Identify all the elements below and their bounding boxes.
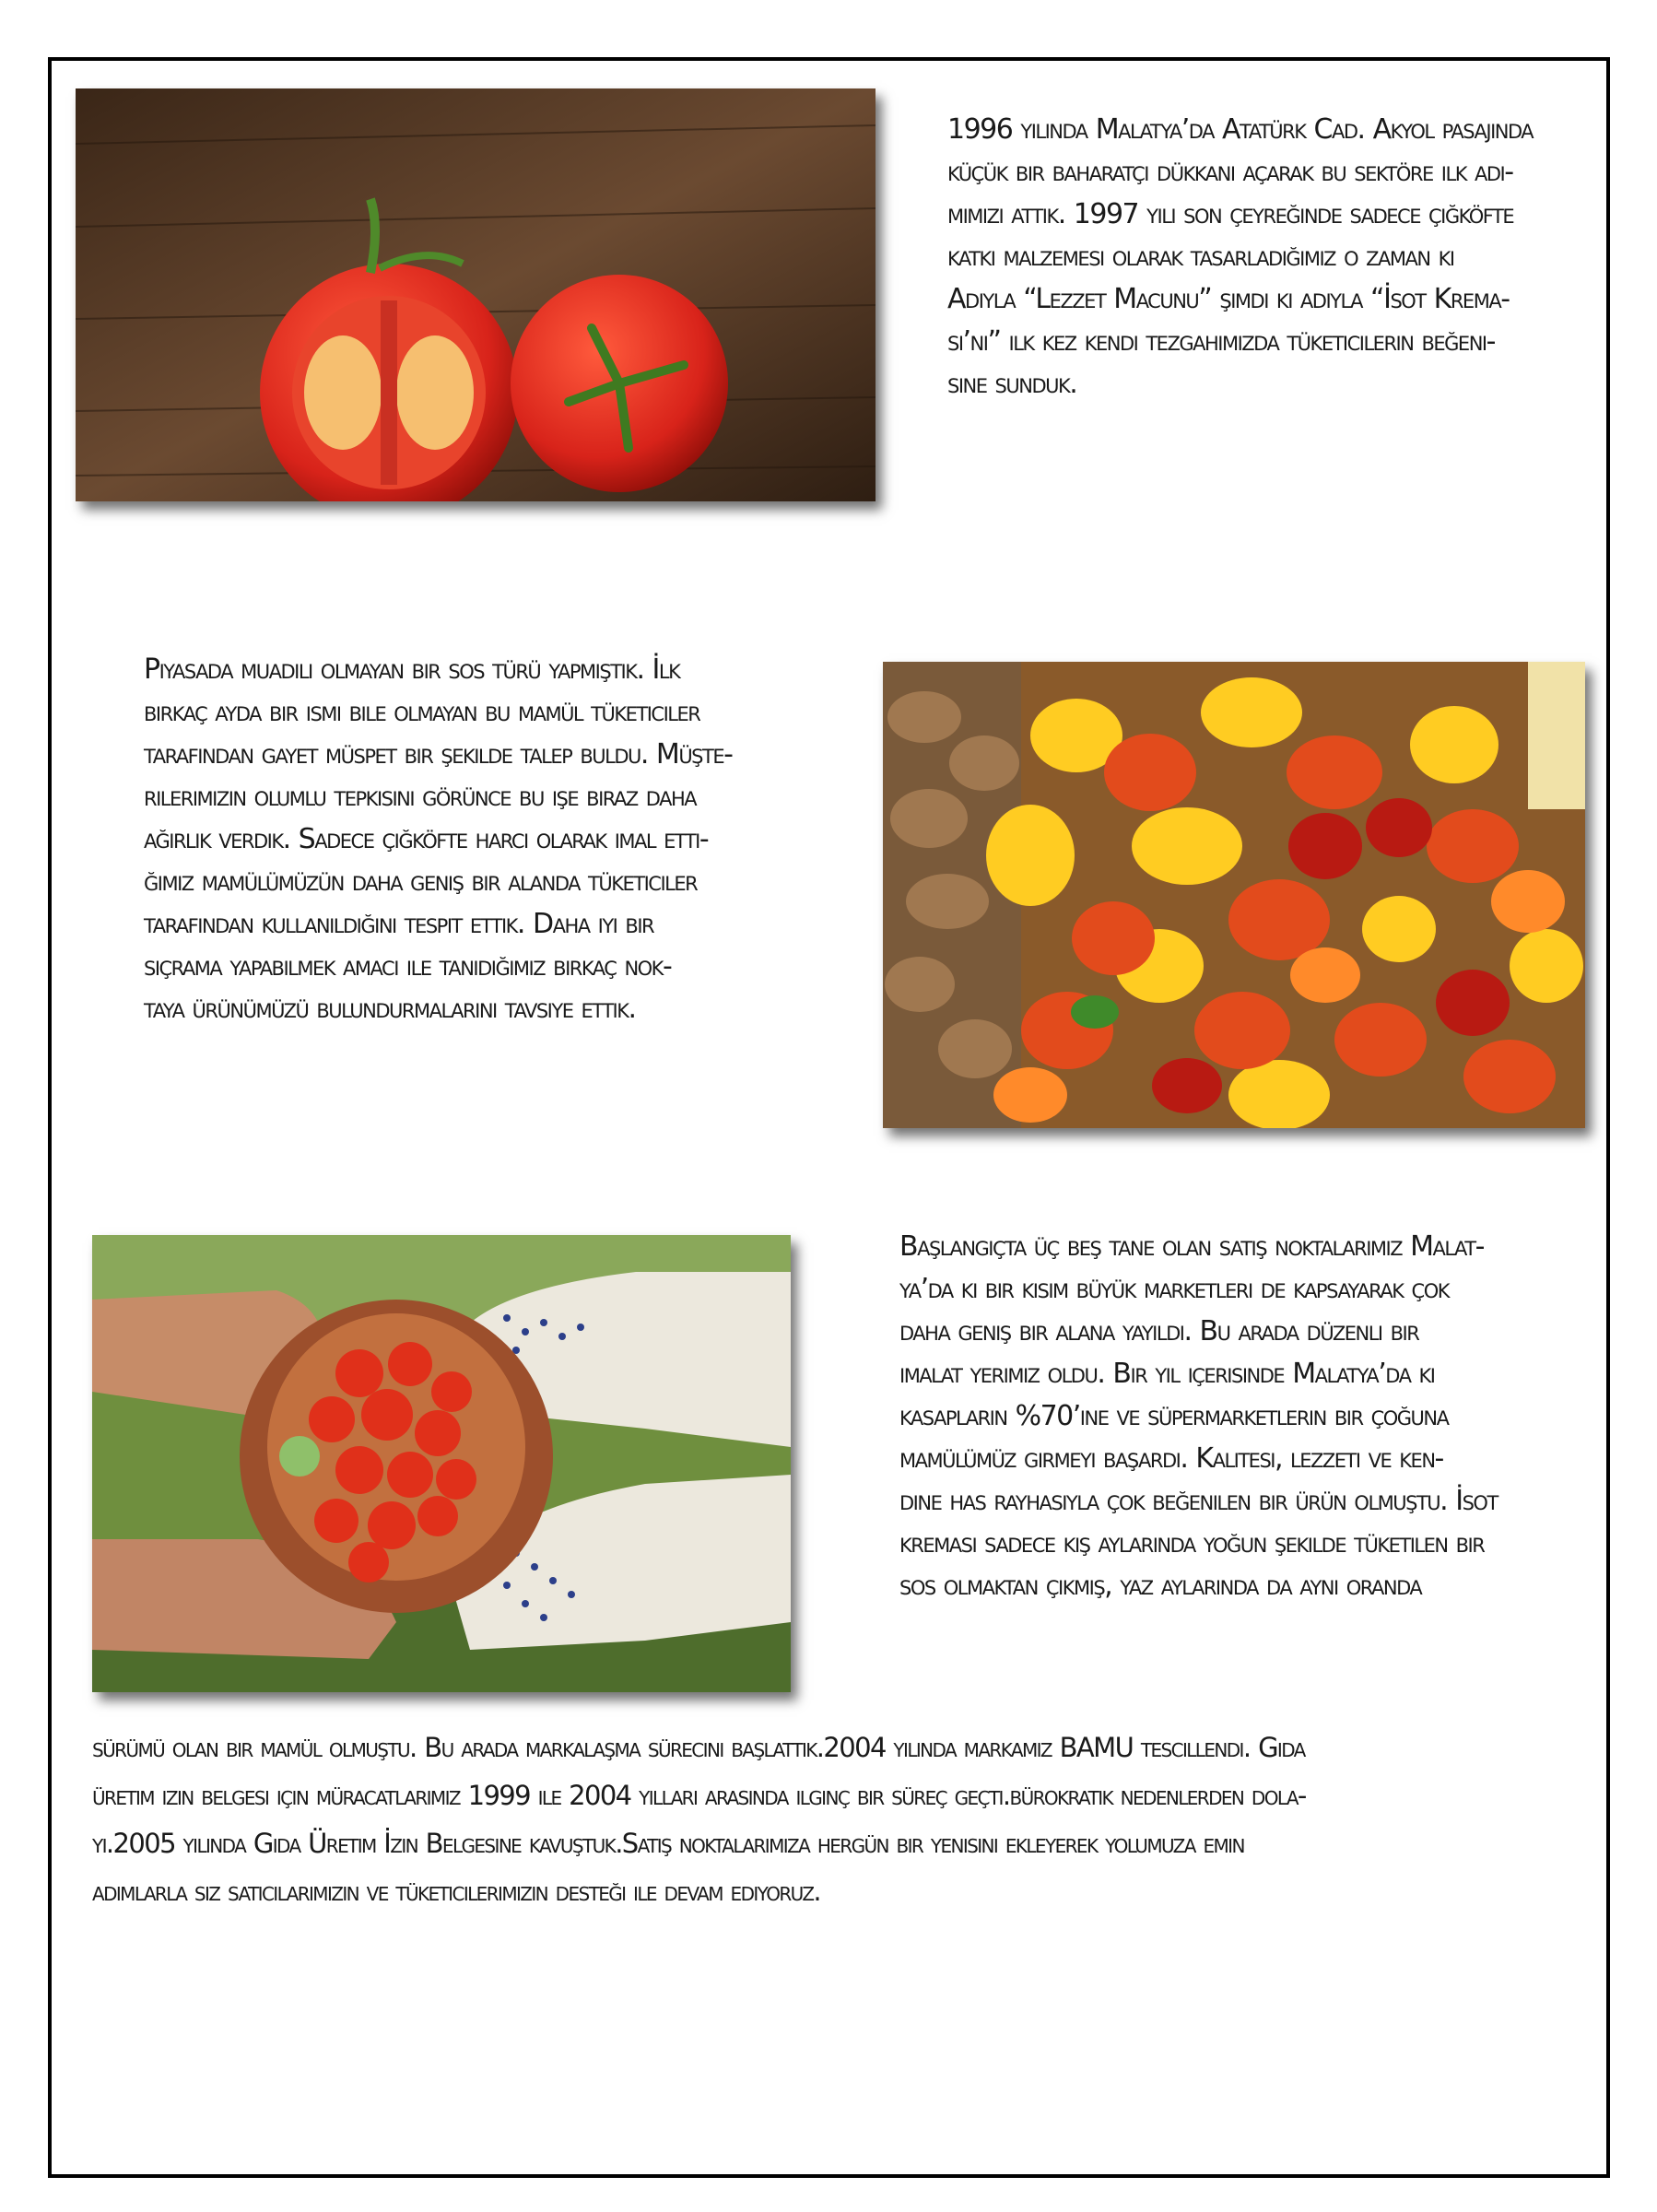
bowl-of-cherry-tomatoes-photo: [92, 1235, 791, 1692]
text-line: birkaç ayda bir ismi bile olmayan bu mamül tüketiciler: [144, 696, 700, 728]
text-line: Adıyla “Lezzet Macunu” şimdi ki adıyla “İsot Krema-: [947, 283, 1510, 315]
text-line: ağırlık verdik. Sadece çiğköfte harcı olarak imal etti-: [144, 823, 709, 855]
closing-paragraph: [92, 1724, 1306, 1915]
text-line: ya’da ki bir kısım büyük marketleri de kapsayarak çok: [899, 1273, 1449, 1305]
text-line: Piyasada muadili olmayan bir sos türü yapmıştık. İlk: [144, 653, 680, 686]
text-line: üretim izin belgesi için müracatlarımız 1999 ile 2004 yılları arasında ılgınç bir süreç geçti.bürokratik nedenlerden dola-: [92, 1780, 1306, 1811]
text-line: mımızı attık. 1997 yılı son çeyreğinde sadece çiğköfte: [947, 198, 1514, 230]
text-line: sine sunduk.: [947, 368, 1077, 400]
text-line: taya ürünümüzü bulundurmalarını tavsiye ettik.: [144, 993, 636, 1025]
peppers-market-photo: [883, 662, 1585, 1128]
text-line: tarafından gayet müspet bir şekilde talep buldu. Müşte-: [144, 738, 733, 771]
text-line: dine has rayhasıyla çok beğenilen bir ürün olmuştu. İsot: [899, 1485, 1498, 1517]
text-line: yı.2005 yılında Gıda Üretim İzin Belgesine kavuştuk.Satış noktalarımıza hergün bir yenisini ekleyerek yolumuza emin: [92, 1828, 1244, 1859]
text-line: sürümü olan bir mamül olmuştu. Bu arada markalaşma sürecini başlattık.2004 yılında markamız BAMU tescillendi. Gıda: [92, 1732, 1305, 1763]
text-line: rilerimizin olumlu tepkisini görünce bu işe biraz daha: [144, 781, 697, 813]
text-line: ğimiz mamülümüzün daha geniş bir alanda tüketiciler: [144, 865, 698, 898]
tomatoes-on-wood-photo: [76, 88, 876, 501]
text-line: mamülümüz girmeyi başardı. Kalitesi, lezzeti ve ken-: [899, 1442, 1443, 1475]
text-line: adımlarla siz satıcılarımızın ve tüketicilerimizin desteği ile devam ediyoruz.: [92, 1876, 821, 1907]
text-line: kasapların %70’ine ve süpermarketlerin bir çoğuna: [899, 1400, 1449, 1432]
text-line: 1996 yılında Malatya’da Atatürk Cad. Akyol pasajında: [947, 113, 1534, 146]
text-line: daha geniş bir alana yayıldı. Bu arada düzenli bir: [899, 1315, 1419, 1347]
growth-paragraph: [899, 1226, 1498, 1607]
intro-paragraph: [947, 109, 1533, 406]
text-line: tarafından kullanıldığını tespit ettik. Daha iyi bir: [144, 908, 654, 940]
text-line: kreması sadece kış aylarında yoğun şekilde tüketilen bir: [899, 1527, 1485, 1559]
market-paragraph: [144, 649, 732, 1030]
text-line: sos olmaktan çıkmış, yaz aylarında da aynı oranda: [899, 1570, 1422, 1602]
text-line: Başlangıçta üç beş tane olan satış noktalarımız Malat-: [899, 1230, 1484, 1263]
text-line: imalat yerimiz oldu. Bir yıl içerisinde Malatya’da ki: [899, 1358, 1435, 1390]
text-line: sı’nı” ilk kez kendi tezgahımızda tüketicilerin beğeni-: [947, 325, 1495, 358]
text-line: sıçrama yapabilmek amacı ile tanıdığımız birkaç nok-: [144, 950, 672, 982]
text-line: katkı malzemesi olarak tasarladığımız o zaman ki: [947, 241, 1454, 273]
text-line: küçük bir baharatçı dükkanı açarak bu sektöre ilk adı-: [947, 156, 1513, 188]
